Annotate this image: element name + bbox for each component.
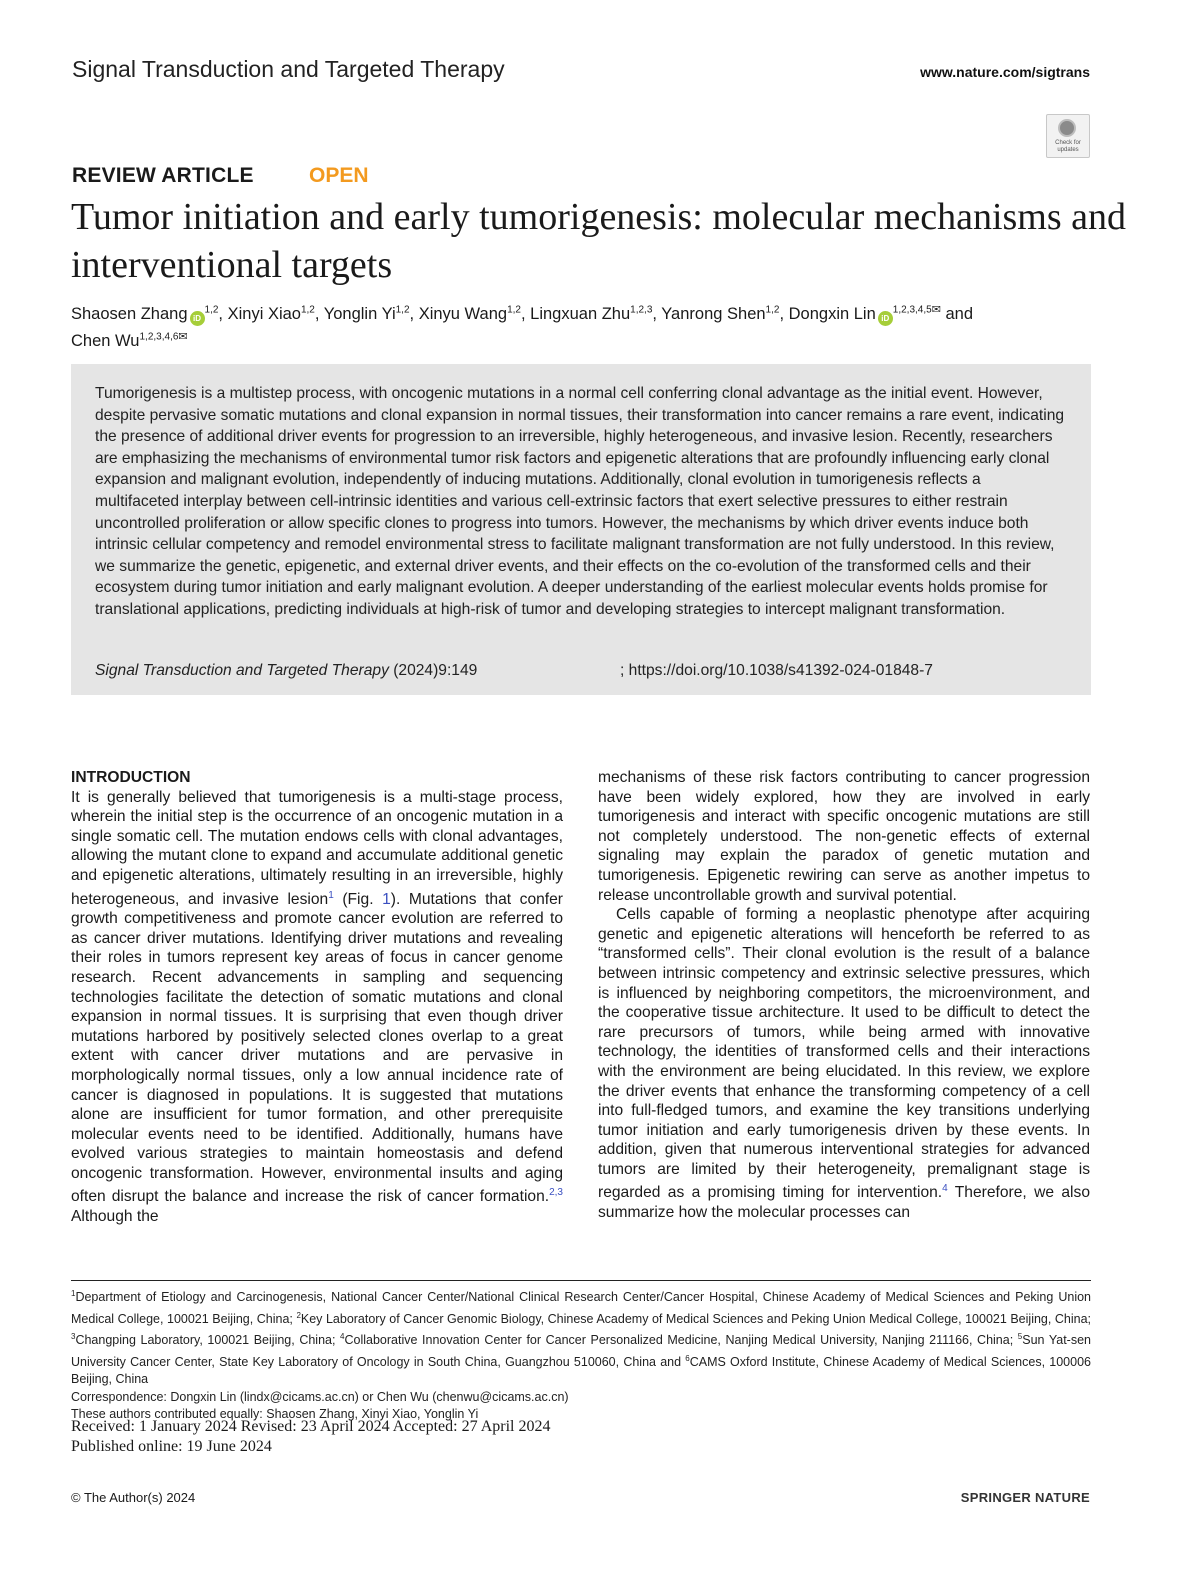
author-affil: 1,2,3,4,5 [892, 304, 932, 316]
doi-link[interactable]: ; https://doi.org/10.1038/s41392-024-01848-7 [620, 662, 933, 679]
journal-name: Signal Transduction and Targeted Therapy [72, 56, 505, 82]
open-access-badge: OPEN [309, 164, 369, 187]
paragraph-text: ). Mutations that confer growth competitiveness and promote cancer evolution are referred to as cancer driver mutations. Identifying driver mutations and revealing their roles in tumors represent key areas of focus in cancer genome research. Recent advancements in sampling and sequencing technologies facilitate the detection of somatic mutations and clonal expansion in normal tissues. It is surprising that even though driver mutations harbored by positively selected clones overlap to a great extent with cancer driver mutations and are pervasive in morphologically normal tissues, only a low annual incidence rate of cancer is diagnosed in populations. It is suggested that mutations alone are insufficient for tumor formation, and other prerequisite molecular events need to be identified. Additionally, humans have evolved various strategies to maintain homeostasis and defend oncogenic transformation. However, environmental insults and aging often disrupt the balance and increase the risk of cancer formation. [71, 890, 563, 1206]
author-affil: 1,2 [300, 304, 315, 316]
reference-link[interactable]: 4 [942, 1183, 948, 1195]
envelope-icon[interactable]: ✉ [178, 331, 188, 343]
author-name[interactable]: Shaosen Zhang [71, 305, 188, 323]
paragraph: mechanisms of these risk factors contributing to cancer progression have been widely explored, how they are involved in early tumorigenesis and interact with specific oncogenic mutations are still not completely understood. The non-genetic effects of external signaling may explain the paradox of genetic mutation and tumorigenesis. Epigenetic rewiring can serve as another impetus to release uncontrollable growth and survival potential. [598, 769, 1090, 904]
affil-number: 5 [1017, 1332, 1023, 1342]
publisher-logo: SPRINGER NATURE [960, 1490, 1090, 1505]
reference-link[interactable]: 1 [328, 889, 334, 901]
author-name[interactable]: Xinyu Wang [418, 305, 508, 323]
paragraph [71, 788, 563, 1227]
affil-number: 2 [296, 1310, 301, 1320]
affil-text: Department of Etiology and Carcinogenesis, National Cancer Center/National Clinical Research Center/Cancer Hospital, Chinese Academy of Medical Sciences and Peking Union Medical College, 100021 Beijing, China; [71, 1290, 1091, 1326]
check-for-updates-button[interactable] [1046, 114, 1090, 158]
affil-text: Changping Laboratory, 100021 Beijing, China; [75, 1333, 341, 1348]
paragraph-text: Cells capable of forming a neoplastic phenotype after acquiring genetic and epigenetic alterations will henceforth be referred to as “transformed cells”. Their clonal evolution is the result of a balance between intrinsic competency and extrinsic selective pressures, which is influenced by neighboring competitors, the microenvironment, and the cooperative tissue architecture. It used to be difficult to detect the rare precursors of tumors, while being armed with innovative technology, the identities of transformed cells and their interactions with the environment are being elucidated. In this review, we explore the driver events that enhance the transforming competency of a cell into full-fledged tumors, and examine the key transitions underlying tumor initiation and early tumorigenesis driven by these events. In addition, given that numerous interventional strategies for advanced tumors are limited by their heterogeneity, premalignant stage is regarded as a promising timing for intervention. [598, 906, 1090, 1202]
affiliation-list [71, 1285, 1091, 1389]
figure-link[interactable]: 1 [382, 890, 391, 908]
copyright: © The Author(s) 2024 [71, 1490, 196, 1505]
abstract-box [71, 364, 1091, 695]
journal-url[interactable]: www.nature.com/sigtrans [920, 64, 1090, 80]
affil-number: 6 [685, 1353, 690, 1363]
author-name[interactable]: Xinyi Xiao [227, 305, 301, 323]
author-list: Shaosen Zhang iD$^{1,2}$, Xinyi Xiao$^{1,2}$, Yonglin Yi$^{1,2}$, Xinyu Wang$^{1,2}$, Lingxuan Zhu$^{1,2,3}$, Yanrong Shen$^{1,2}$, Dongxin Lin $iD^{1,2,3,4,5✉}$ and Chen $Wu^{1,2,3,4,6✉}$ [71, 304, 974, 350]
authors-and: and [945, 305, 974, 323]
correspondence: Correspondence: Dongxin Lin (lindx@cicams.ac.cn) or Chen Wu (chenwu@cicams.ac.cn) [71, 1389, 569, 1404]
affil-text: CAMS Oxford Institute, Chinese Academy of Medical Sciences, 100006 Beijing, China [71, 1354, 1091, 1387]
paragraph-text: (Fig. [333, 890, 383, 908]
equal-contribution: These authors contributed equally: Shaosen Zhang, Xinyi Xiao, Yonglin Yi [71, 1407, 479, 1422]
author-affil: 1,2,3,4,6 [139, 331, 179, 343]
affil-text: Key Laboratory of Cancer Genomic Biology, Chinese Academy of Medical Sciences and Peking Union Medical College, 100021 Beijing, China; [300, 1311, 1092, 1326]
author-name[interactable]: Lingxuan Zhu [530, 305, 631, 323]
article-title: Tumor initiation and early tumorigenesis: molecular mechanisms and interventional targets [71, 196, 1127, 286]
citation-journal: Signal Transduction and Targeted Therapy [95, 662, 389, 679]
article-dates [71, 1417, 550, 1457]
author-affil: 1,2 [204, 304, 219, 316]
author-affil: 1,2 [395, 304, 410, 316]
affiliations [71, 1285, 1091, 1423]
published-online: Published online: 19 June 2024 [71, 1438, 272, 1455]
paragraph-text: Therefore, we also summarize how the molecular processes can [598, 1184, 1090, 1222]
author-affil: 1,2 [507, 304, 521, 316]
author-affil: 1,2 [765, 304, 780, 316]
affil-text: Collaborative Innovation Center for Cancer Personalized Medicine, Nanjing Medical University, Nanjing 211166, China; [344, 1333, 1018, 1348]
affil-number: 3 [71, 1332, 76, 1342]
author-name[interactable]: Dongxin Lin [788, 305, 876, 323]
orcid-icon[interactable]: iD [190, 311, 205, 326]
paragraph-text: It is generally believed that tumorigenesis is a multi-stage process, wherein the initial step is the occurrence of an oncogenic mutation in a single somatic cell. The mutation endows cells with clonal advantages, allowing the mutant clone to expand and accumulate additional genetic and epigenetic alterations, ultimately resulting in an irreversible, highly heterogeneous, and invasive lesion [71, 788, 563, 908]
article-type: REVIEW ARTICLE [72, 164, 254, 187]
check-updates-label: Check for updates [1055, 140, 1081, 153]
paragraph-text: Although the [71, 1208, 159, 1226]
author-name[interactable]: Chen Wu [71, 332, 140, 350]
abstract-text: Tumorigenesis is a multistep process, with oncogenic mutations in a normal cell conferring clonal advantage as the initial event. However, despite pervasive somatic mutations and clonal expansion in normal tissues, their transformation into cancer remains a rare event, indicating the presence of additional driver events for progression to an irreversible, highly heterogeneous, and invasive lesion. Recently, researchers are emphasizing the mechanisms of environmental tumor risk factors and epigenetic alterations that are profoundly influencing early clonal expansion and malignant evolution, independently of inducing mutations. Additionally, clonal evolution in tumorigenesis reflects a multifaceted interplay between cell-intrinsic identities and various cell-extrinsic factors that exert selective pressures to either restrain uncontrolled proliferation or allow specific clones to progress into tumors. However, the mechanisms by which driver events induce both intrinsic cellular competency and remodel environmental stress to facilitate malignant transformation are not fully understood. In this review, we summarize the genetic, epigenetic, and external driver events, and their effects on the co-evolution of the transformed cells and their ecosystem during tumor initiation and early malignant evolution. A deeper understanding of the earliest molecular events holds promise for translational applications, predicting individuals at high-risk of tumor and developing strategies to intercept malignant transformation. [95, 385, 1065, 618]
citation-volume: (2024)9:149 [393, 662, 478, 679]
affil-number: 4 [340, 1332, 345, 1342]
envelope-icon[interactable]: ✉ [931, 304, 941, 316]
affil-number: 1 [71, 1289, 76, 1298]
affil-text: Sun Yat-sen University Cancer Center, State Key Laboratory of Oncology in South China, Guangzhou 510060, China and [71, 1333, 1091, 1369]
author-affil: 1,2,3 [630, 304, 653, 316]
section-heading-introduction: INTRODUCTION [71, 769, 191, 786]
received-revised-accepted: Received: 1 January 2024 Revised: 23 April 2024 Accepted: 27 April 2024 [71, 1418, 551, 1435]
orcid-icon[interactable]: iD [878, 311, 893, 326]
body-column-left [71, 768, 563, 1227]
paragraph [598, 905, 1090, 1223]
check-updates-icon [1058, 119, 1076, 137]
author-name[interactable]: Yanrong Shen [661, 305, 766, 323]
body-column-right [598, 768, 1090, 1223]
author-name[interactable]: Yonglin Yi [323, 305, 396, 323]
footnote-divider [71, 1280, 1091, 1281]
reference-link[interactable]: 2,3 [549, 1187, 563, 1199]
citation [95, 662, 477, 680]
